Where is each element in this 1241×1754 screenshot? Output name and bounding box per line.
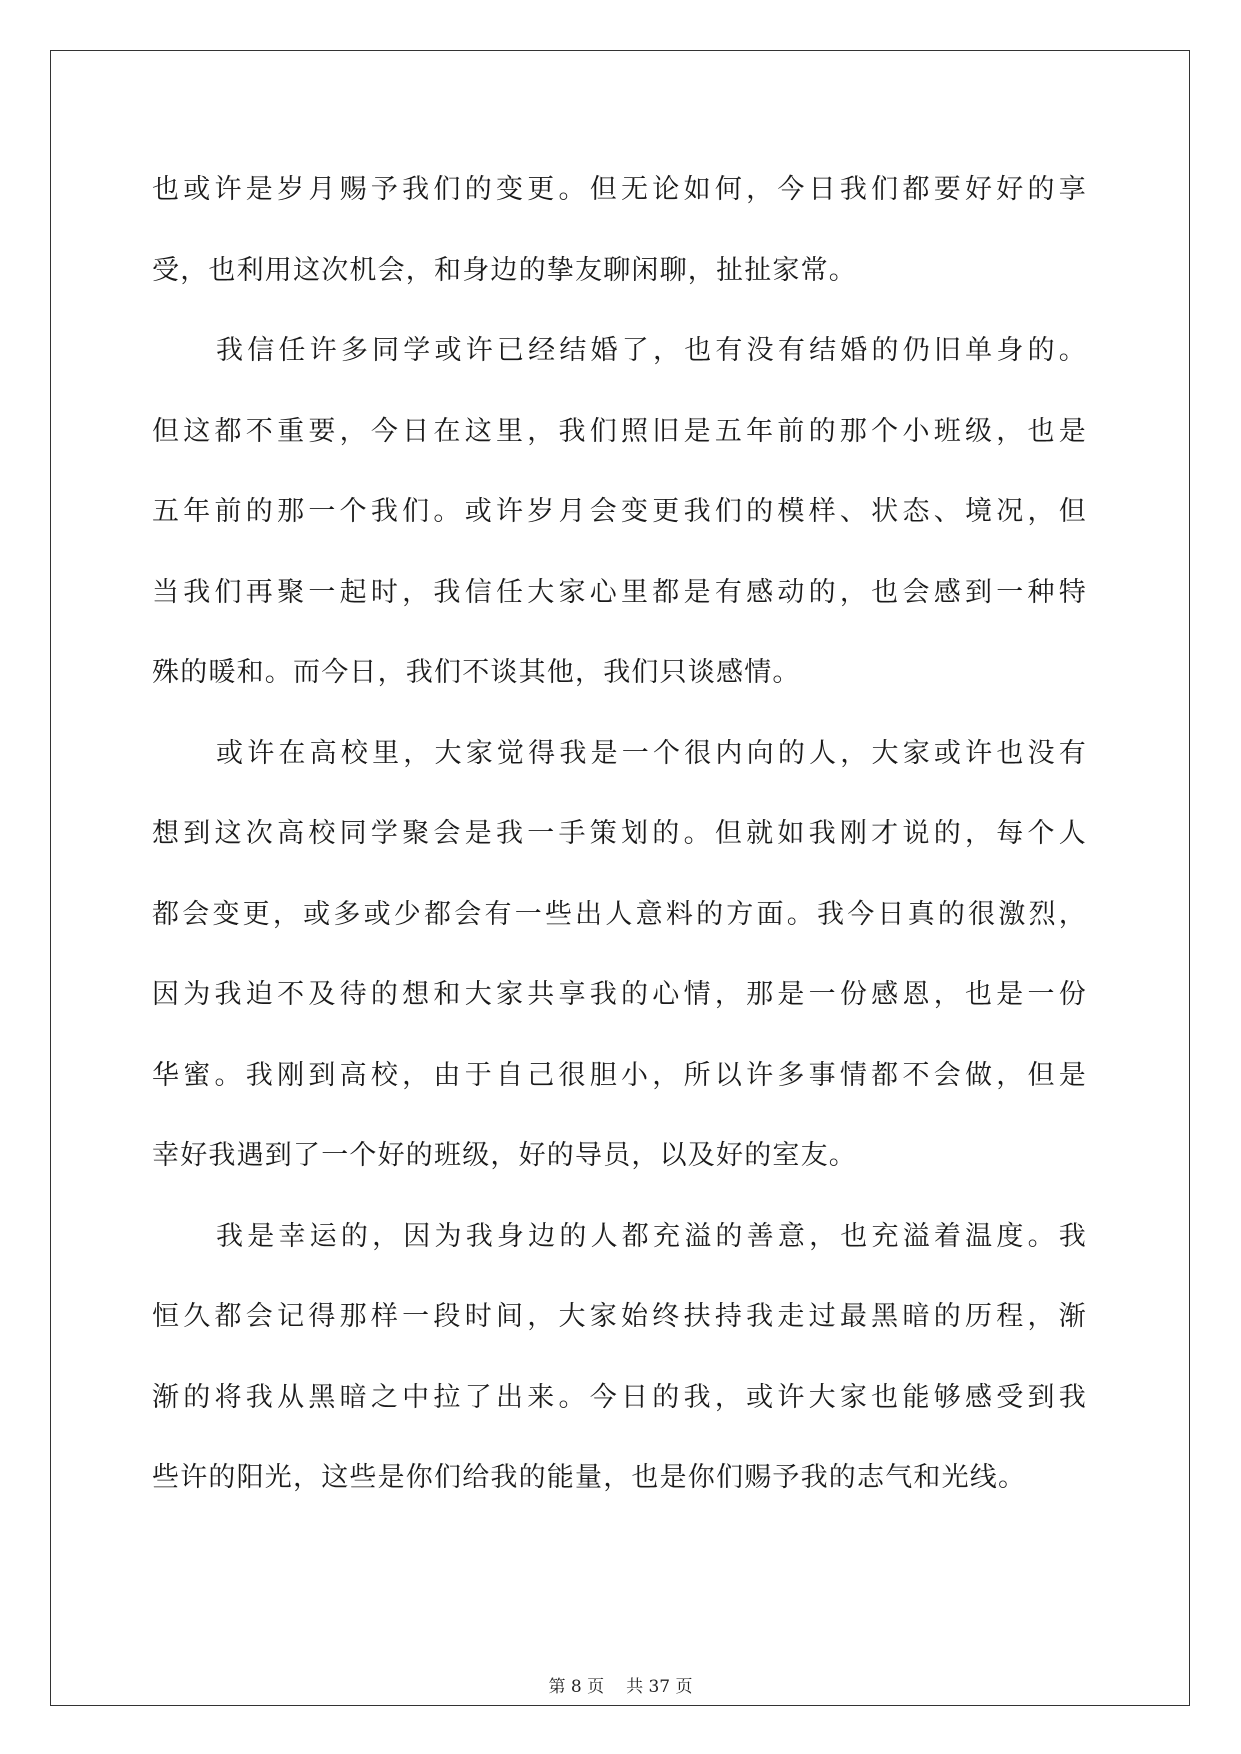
text-line: 想到这次高校同学聚会是我一手策划的。但就如我刚才说的，每个人 (152, 818, 1087, 849)
text-line: 我是幸运的，因为我身边的人都充溢的善意，也充溢着温度。我 (216, 1220, 1087, 1252)
document-body (152, 164, 1087, 1533)
text-line: 因为我迫不及待的想和大家共享我的心情，那是一份感恩，也是一份 (152, 979, 1087, 1010)
text-line: 或许在高校里，大家觉得我是一个很内向的人，大家或许也没有 (216, 737, 1087, 769)
text-line: 也或许是岁月赐予我们的变更。但无论如何，今日我们都要好好的享 (152, 174, 1087, 205)
text-line: 华蜜。我刚到高校，由于自己很胆小，所以许多事情都不会做，但是 (152, 1059, 1087, 1091)
text-line: 殊的暖和。而今日，我们不谈其他，我们只谈感情。 (152, 657, 801, 688)
page-total: 共 37 页 (626, 1677, 693, 1697)
text-line: 恒久都会记得那样一段时间，大家始终扶持我走过最黑暗的历程，渐 (152, 1301, 1087, 1332)
text-line: 些许的阳光，这些是你们给我的能量，也是你们赐予我的志气和光线。 (152, 1462, 1027, 1493)
text-line: 渐的将我从黑暗之中拉了出来。今日的我，或许大家也能够感受到我 (152, 1381, 1087, 1413)
text-line: 都会变更，或多或少都会有一些出人意料的方面。我今日真的很激烈， (152, 898, 1087, 930)
page-number: 第 8 页 (548, 1677, 605, 1697)
text-line: 幸好我遇到了一个好的班级，好的导员，以及好的室友。 (152, 1140, 857, 1171)
text-line: 五年前的那一个我们。或许岁月会变更我们的模样、状态、境况，但 (152, 496, 1087, 527)
page-footer (0, 1676, 1241, 1698)
text-line: 当我们再聚一起时，我信任大家心里都是有感动的，也会感到一种特 (152, 576, 1087, 608)
text-line: 受，也利用这次机会，和身边的挚友聊闲聊，扯扯家常。 (152, 254, 857, 286)
text-line: 我信任许多同学或许已经结婚了，也有没有结婚的仍旧单身的。 (216, 335, 1087, 366)
text-line: 但这都不重要，今日在这里，我们照旧是五年前的那个小班级，也是 (152, 415, 1087, 447)
